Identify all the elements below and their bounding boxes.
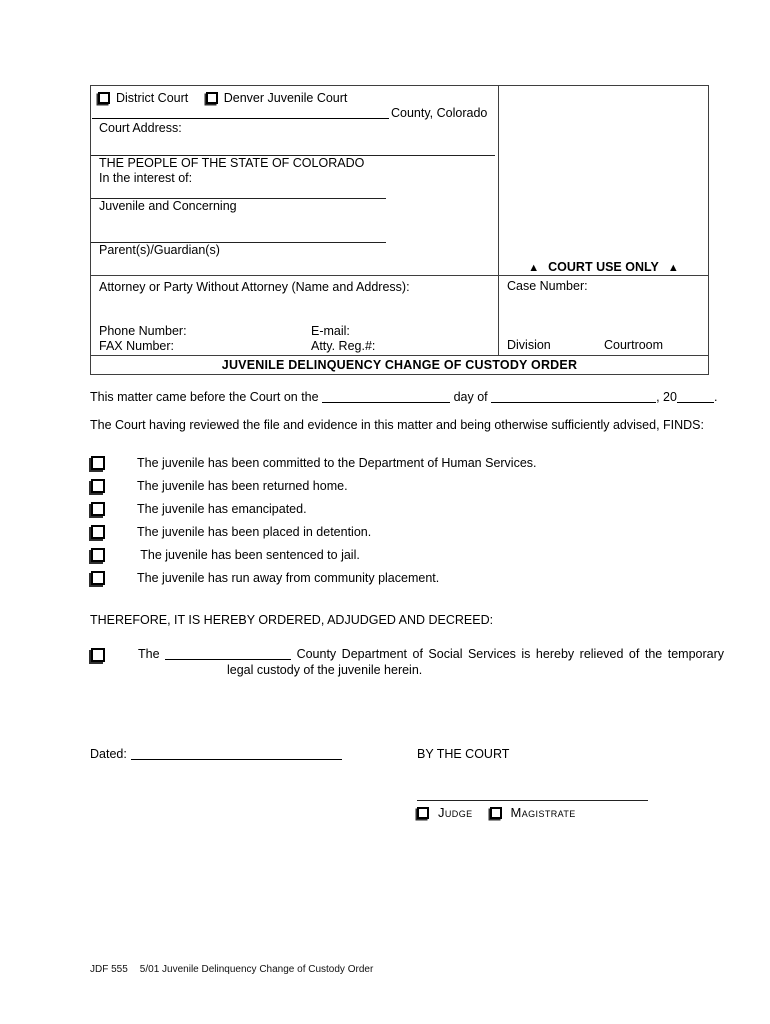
county-name-input-line[interactable] (165, 647, 291, 660)
court-use-only-cell (499, 86, 708, 275)
judge-checkbox[interactable] (417, 807, 429, 819)
parents-guardians-label: Parent(s)/Guardian(s) (99, 243, 220, 257)
opening-paragraph (90, 389, 730, 405)
triangle-up-icon: ▲ (528, 262, 540, 274)
phone-email-row (91, 324, 498, 339)
triangle-up-icon: ▲ (667, 262, 679, 274)
opening-text-3: , 20 (656, 390, 677, 404)
therefore-heading: THEREFORE, IT IS HEREBY ORDERED, ADJUDGED AND DECREED: (90, 613, 494, 627)
denver-juvenile-court-label: Denver Juvenile Court (223, 91, 348, 105)
division-label: Division (507, 338, 551, 352)
court-type-row (91, 86, 498, 106)
magistrate-checkbox[interactable] (490, 807, 502, 819)
division-courtroom-row (499, 338, 708, 353)
finding-item (90, 474, 730, 497)
district-court-checkbox[interactable] (98, 92, 110, 104)
decree-checkbox[interactable] (91, 648, 105, 662)
judge-label: Judge (438, 805, 473, 820)
month-input-line[interactable] (491, 390, 656, 403)
finding-checkbox-run-away[interactable] (91, 571, 105, 585)
court-use-only-label: COURT USE ONLY (548, 260, 659, 274)
form-title: JUVENILE DELINQUENCY CHANGE OF CUSTODY ORDER (91, 355, 708, 374)
opening-period: . (713, 390, 718, 404)
county-input-line[interactable] (92, 106, 389, 119)
finding-checkbox-returned-home[interactable] (91, 479, 105, 493)
denver-juvenile-court-checkbox[interactable] (206, 92, 218, 104)
parents-name-input-line[interactable] (91, 214, 386, 243)
county-row (91, 106, 498, 121)
case-number-cell (499, 276, 708, 355)
juvenile-concerning-label: Juvenile and Concerning (99, 199, 237, 213)
finding-checkbox-detention[interactable] (91, 525, 105, 539)
decree-prefix: The (138, 647, 160, 661)
atty-reg-label: Atty. Reg.#: (311, 339, 376, 353)
finds-intro: The Court having reviewed the file and evidence in this matter and being otherwise sufficiently advised, FINDS: (90, 418, 704, 432)
opening-text-1: This matter came before the Court on the (90, 390, 319, 404)
finding-label: The juvenile has been placed in detention. (137, 524, 372, 539)
county-suffix-label: County, Colorado (391, 106, 488, 120)
decree-line2: legal custody of the juvenile herein. (227, 663, 423, 677)
court-use-only-banner (528, 260, 678, 274)
decree-text: County Department of Social Services is hereby relieved of the temporary (296, 647, 724, 661)
opening-text-2: day of (453, 390, 488, 404)
form-number: JDF 555 (90, 964, 128, 975)
attorney-cell (91, 276, 499, 355)
finding-item (90, 543, 730, 566)
finding-item (90, 497, 730, 520)
email-label: E-mail: (311, 324, 350, 338)
contact-rows (91, 324, 498, 354)
court-address-input-line[interactable] (91, 136, 495, 156)
juvenile-name-input-line[interactable] (91, 186, 386, 199)
phone-label: Phone Number: (99, 324, 187, 338)
case-number-label: Case Number: (507, 279, 588, 293)
year-input-line[interactable] (677, 390, 714, 403)
district-court-label: District Court (116, 91, 189, 105)
fax-attyreg-row (91, 339, 498, 354)
magistrate-label: Magistrate (510, 805, 576, 820)
judge-magistrate-row (417, 805, 576, 821)
court-caption-cell (91, 86, 499, 275)
finding-label: The juvenile has been sentenced to jail. (137, 547, 360, 562)
in-interest-label: In the interest of: (99, 171, 193, 185)
decree-line1 (138, 646, 724, 662)
finding-item (90, 566, 730, 589)
decree-item (90, 646, 724, 678)
finding-label: The juvenile has emancipated. (137, 501, 307, 516)
attorney-label: Attorney or Party Without Attorney (Name and Address): (99, 280, 410, 294)
finding-label: The juvenile has been returned home. (137, 478, 348, 493)
finding-item (90, 520, 730, 543)
caption-box (90, 85, 709, 375)
caption-heading: THE PEOPLE OF THE STATE OF COLORADO (99, 156, 365, 170)
courtroom-label: Courtroom (604, 338, 664, 352)
finding-item (90, 451, 730, 474)
finding-checkbox-jail[interactable] (91, 548, 105, 562)
footer-caption: 5/01 Juvenile Delinquency Change of Custody Order (139, 964, 374, 975)
attorney-row (91, 275, 708, 355)
dated-label: Dated: (90, 747, 127, 761)
finding-checkbox-emancipated[interactable] (91, 502, 105, 516)
dated-row (90, 747, 342, 762)
court-address-label: Court Address: (99, 121, 182, 135)
caption-row (91, 86, 708, 275)
day-input-line[interactable] (322, 390, 450, 403)
findings-list (90, 451, 730, 589)
fax-label: FAX Number: (99, 339, 175, 353)
date-input-line[interactable] (131, 747, 342, 760)
finding-label: The juvenile has been committed to the Department of Human Services. (137, 455, 537, 470)
by-the-court-label: BY THE COURT (417, 747, 510, 761)
form-footer (90, 964, 373, 975)
finding-label: The juvenile has run away from community placement. (137, 570, 440, 585)
signature-input-line[interactable] (417, 786, 648, 801)
finding-checkbox-committed[interactable] (91, 456, 105, 470)
